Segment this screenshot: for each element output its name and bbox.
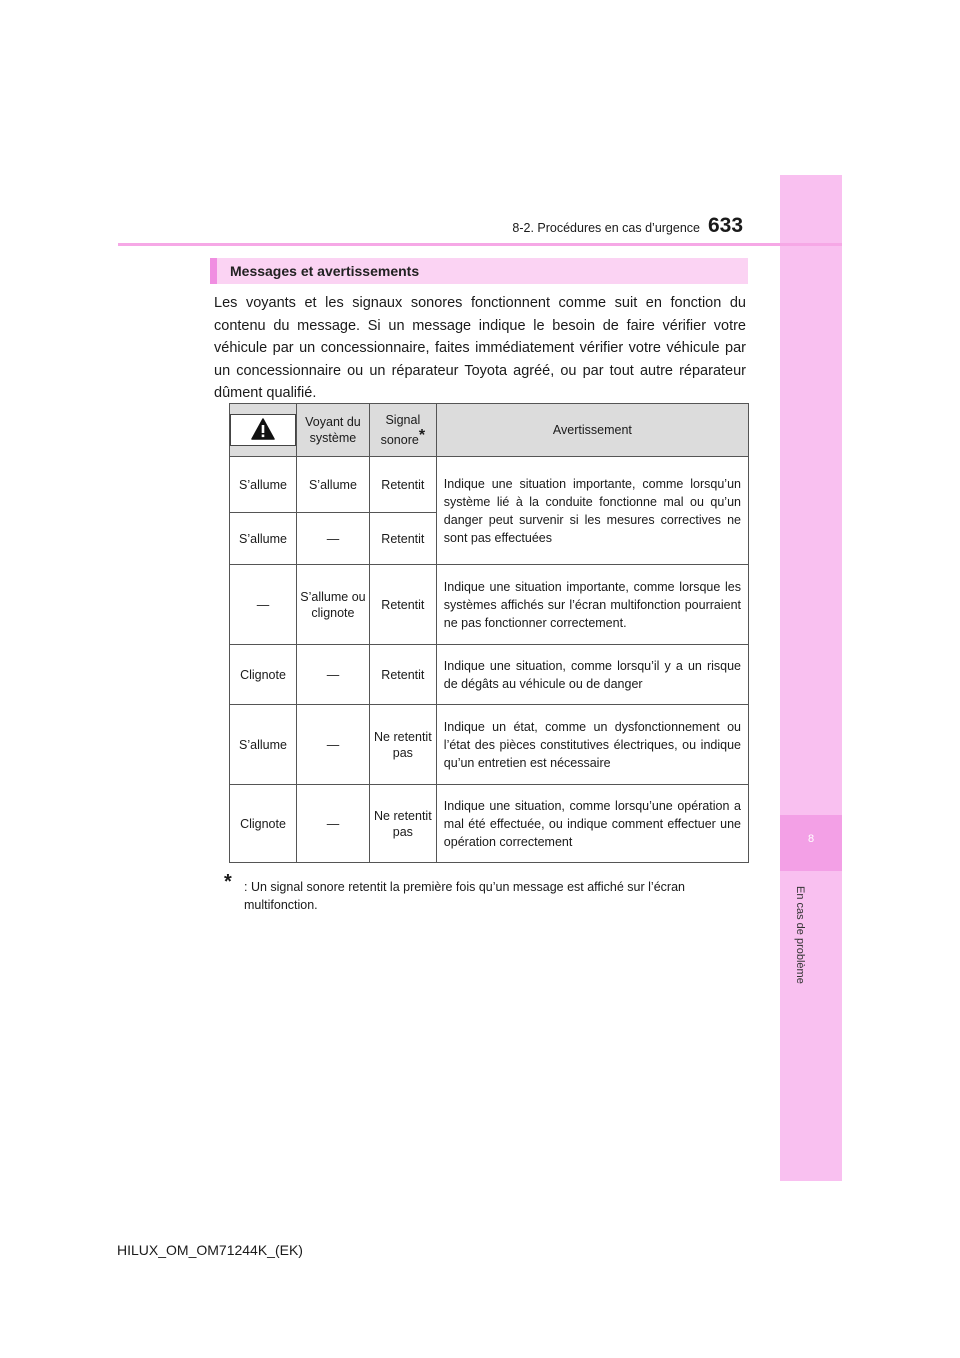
- chapter-title: En cas de problème: [794, 886, 806, 984]
- system-cell: S’allume ou clignote: [297, 565, 370, 645]
- table-row: [230, 705, 749, 785]
- master-cell: Clignote: [230, 785, 297, 863]
- page-number: 633: [708, 214, 744, 237]
- intro-paragraph: Les voyants et les signaux sonores fonctionnent comme suit en fonction du contenu du message. Si un message indique le besoin de faire vérifier votre véhicule par un concessionnaire, faites immédiatement vérifier votre véhicule par un concessionnaire ou un réparateur Toyota agréé, ou par tout autre réparateur dûment qualifié.: [214, 295, 746, 402]
- sound-header: [369, 404, 436, 457]
- master-cell: S’allume: [230, 457, 297, 513]
- master-cell: S’allume: [230, 513, 297, 565]
- warning-header: Avertissement: [436, 404, 748, 457]
- system-cell: —: [297, 705, 370, 785]
- table-row: [230, 565, 749, 645]
- master-cell: S’allume: [230, 705, 297, 785]
- document-id: HILUX_OM_OM71244K_(EK): [117, 1242, 303, 1258]
- sound-cell: Ne retentit pas: [369, 785, 436, 863]
- footnote-mark: *: [224, 871, 232, 893]
- table-header-row: [230, 404, 749, 457]
- sound-cell: Retentit: [369, 513, 436, 565]
- section-header: 8-2. Procédures en cas d’urgence: [512, 221, 700, 235]
- chapter-tab-upper: [780, 175, 842, 815]
- warning-cell: Indique une situation, comme lorsqu’il y a un risque de dégâts au véhicule ou de danger: [436, 645, 748, 705]
- master-cell: Clignote: [230, 645, 297, 705]
- header-rule: [118, 243, 842, 246]
- system-cell: S’allume: [297, 457, 370, 513]
- table-row: [230, 645, 749, 705]
- sound-cell: Retentit: [369, 457, 436, 513]
- sound-footnote-mark: *: [418, 427, 426, 444]
- system-light-header: Voyant du système: [297, 404, 370, 457]
- footnote-text: : Un signal sonore retentit la première fois qu’un message est affiché sur l’écran multifonction.: [244, 880, 685, 912]
- section-heading-text: Messages et avertissements: [230, 263, 420, 279]
- master-cell: —: [230, 565, 297, 645]
- warning-cell: Indique un état, comme un dysfonctionnement ou l’état des pièces constitutives électriques, ou indique qu’un entretien est nécessaire: [436, 705, 748, 785]
- chapter-tab-lower: [780, 871, 842, 1181]
- sound-cell: Ne retentit pas: [369, 705, 436, 785]
- table-row: [230, 457, 749, 513]
- section-heading: [210, 258, 748, 284]
- master-warning-header: [230, 404, 297, 457]
- warning-cell: Indique une situation importante, comme lorsque les systèmes affichés sur l’écran multifonction pourraient ne pas fonctionner correctement.: [436, 565, 748, 645]
- warning-table: [229, 403, 749, 863]
- table-row: [230, 785, 749, 863]
- sound-cell: Retentit: [369, 645, 436, 705]
- warning-cell: Indique une situation, comme lorsqu’une opération a mal été effectuée, ou indique comment effectuer une opération correctement: [436, 785, 748, 863]
- warning-triangle-icon: [230, 414, 296, 446]
- system-cell: —: [297, 513, 370, 565]
- sound-header-label: Signal sonore: [380, 413, 421, 447]
- chapter-number: 8: [807, 833, 815, 845]
- warning-cell: Indique une situation importante, comme lorsqu’un système lié à la conduite fonctionne mal ou qu’un danger peut survenir si les mesures correctives ne sont pas effectuées: [436, 457, 748, 565]
- system-cell: —: [297, 645, 370, 705]
- system-cell: —: [297, 785, 370, 863]
- sound-cell: Retentit: [369, 565, 436, 645]
